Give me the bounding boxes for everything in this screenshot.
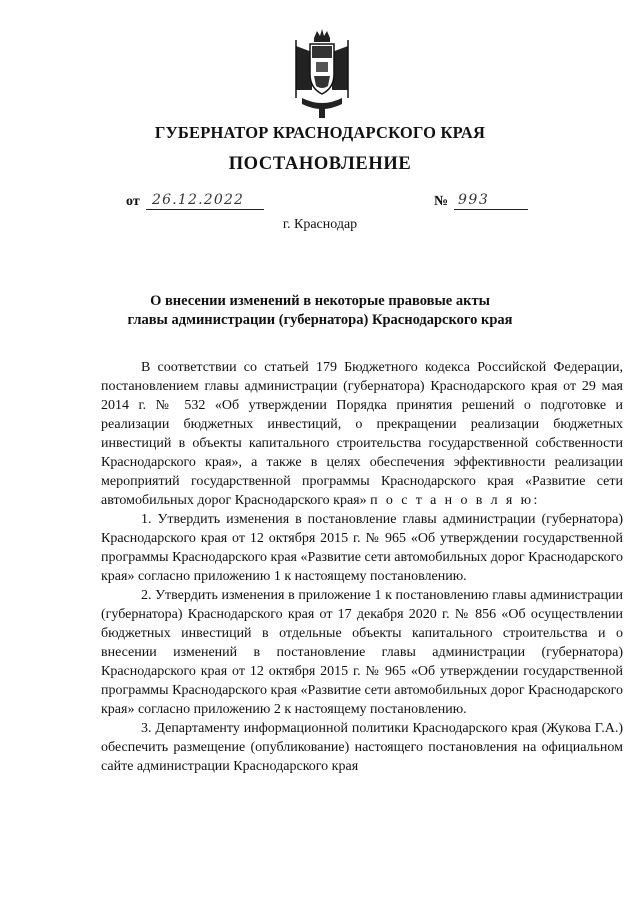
item-2-paragraph: 2. Утвердить изменения в приложение 1 к постановлению главы администрации (губернатора) Краснодарского края от 17 декабря 2020 г. № 856 «Об осуществлении бюджетных инвестиций в отдельные объекты капитального строительства и о внесении изменений в постановление главы администрации (губернатора) Краснодарского края от 12 октября 2015 г. № 965 «Об утверждении государственной программы Краснодарского края «Развитие сети автомобильных дорог Краснодарского края» согласно приложению 2 к настоящему постановлению. xyxy=(101,588,623,717)
decree-word: п о с т а н о в л я ю: xyxy=(370,493,540,508)
issuer-heading: ГУБЕРНАТОР КРАСНОДАРСКОГО КРАЯ xyxy=(154,123,486,142)
preamble-text: В соответствии со статьей 179 Бюджетного кодекса Российской Федерации, постановлением главы администрации (губернатора) Краснодарского края от 29 мая 2014 г. № 532 «Об утверждении Порядка принятия решений о подготовке и реализации бюджетных инвестиций, о прекращении реализации бюджетных инвестиций в объекты капитального строительства государственной собственности Краснодарского края», а также в целях обеспечения эффективности реализации мероприятий государственной программы Краснодарского края «Развитие сети автомобильных дорог Краснодарского края» xyxy=(101,360,623,508)
city-label: г. Краснодар xyxy=(282,217,358,232)
item-1-paragraph: 1. Утвердить изменения в постановление главы администрации (губернатора) Краснодарского края от 12 октября 2015 г. № 965 «Об утверждении государственной программы Краснодарского края «Развитие сети автомобильных дорог Краснодарского края» согласно приложению 1 к настоящему постановлению. xyxy=(101,512,623,584)
title-line-2: главы администрации (губернатора) Краснодарского края xyxy=(127,312,513,328)
preamble-paragraph xyxy=(101,358,623,510)
number-value: 993 xyxy=(454,191,528,210)
document-title xyxy=(100,292,540,330)
item-3-paragraph: 3. Департаменту информационной политики Краснодарского края (Жукова Г.А.) обеспечить размещение (опубликование) настоящего постановления на официальном сайте администрации Краснодарского края xyxy=(101,721,623,774)
number-label: № xyxy=(434,194,449,209)
document-type-heading: ПОСТАНОВЛЕНИЕ xyxy=(228,154,412,174)
date-number-line xyxy=(108,192,528,216)
date-label: от xyxy=(126,194,140,209)
date-value: 26.12.2022 xyxy=(146,191,264,210)
document-body xyxy=(101,358,623,776)
title-line-1: О внесении изменений в некоторые правовые акты xyxy=(150,293,490,309)
coat-of-arms-emblem xyxy=(290,28,354,122)
